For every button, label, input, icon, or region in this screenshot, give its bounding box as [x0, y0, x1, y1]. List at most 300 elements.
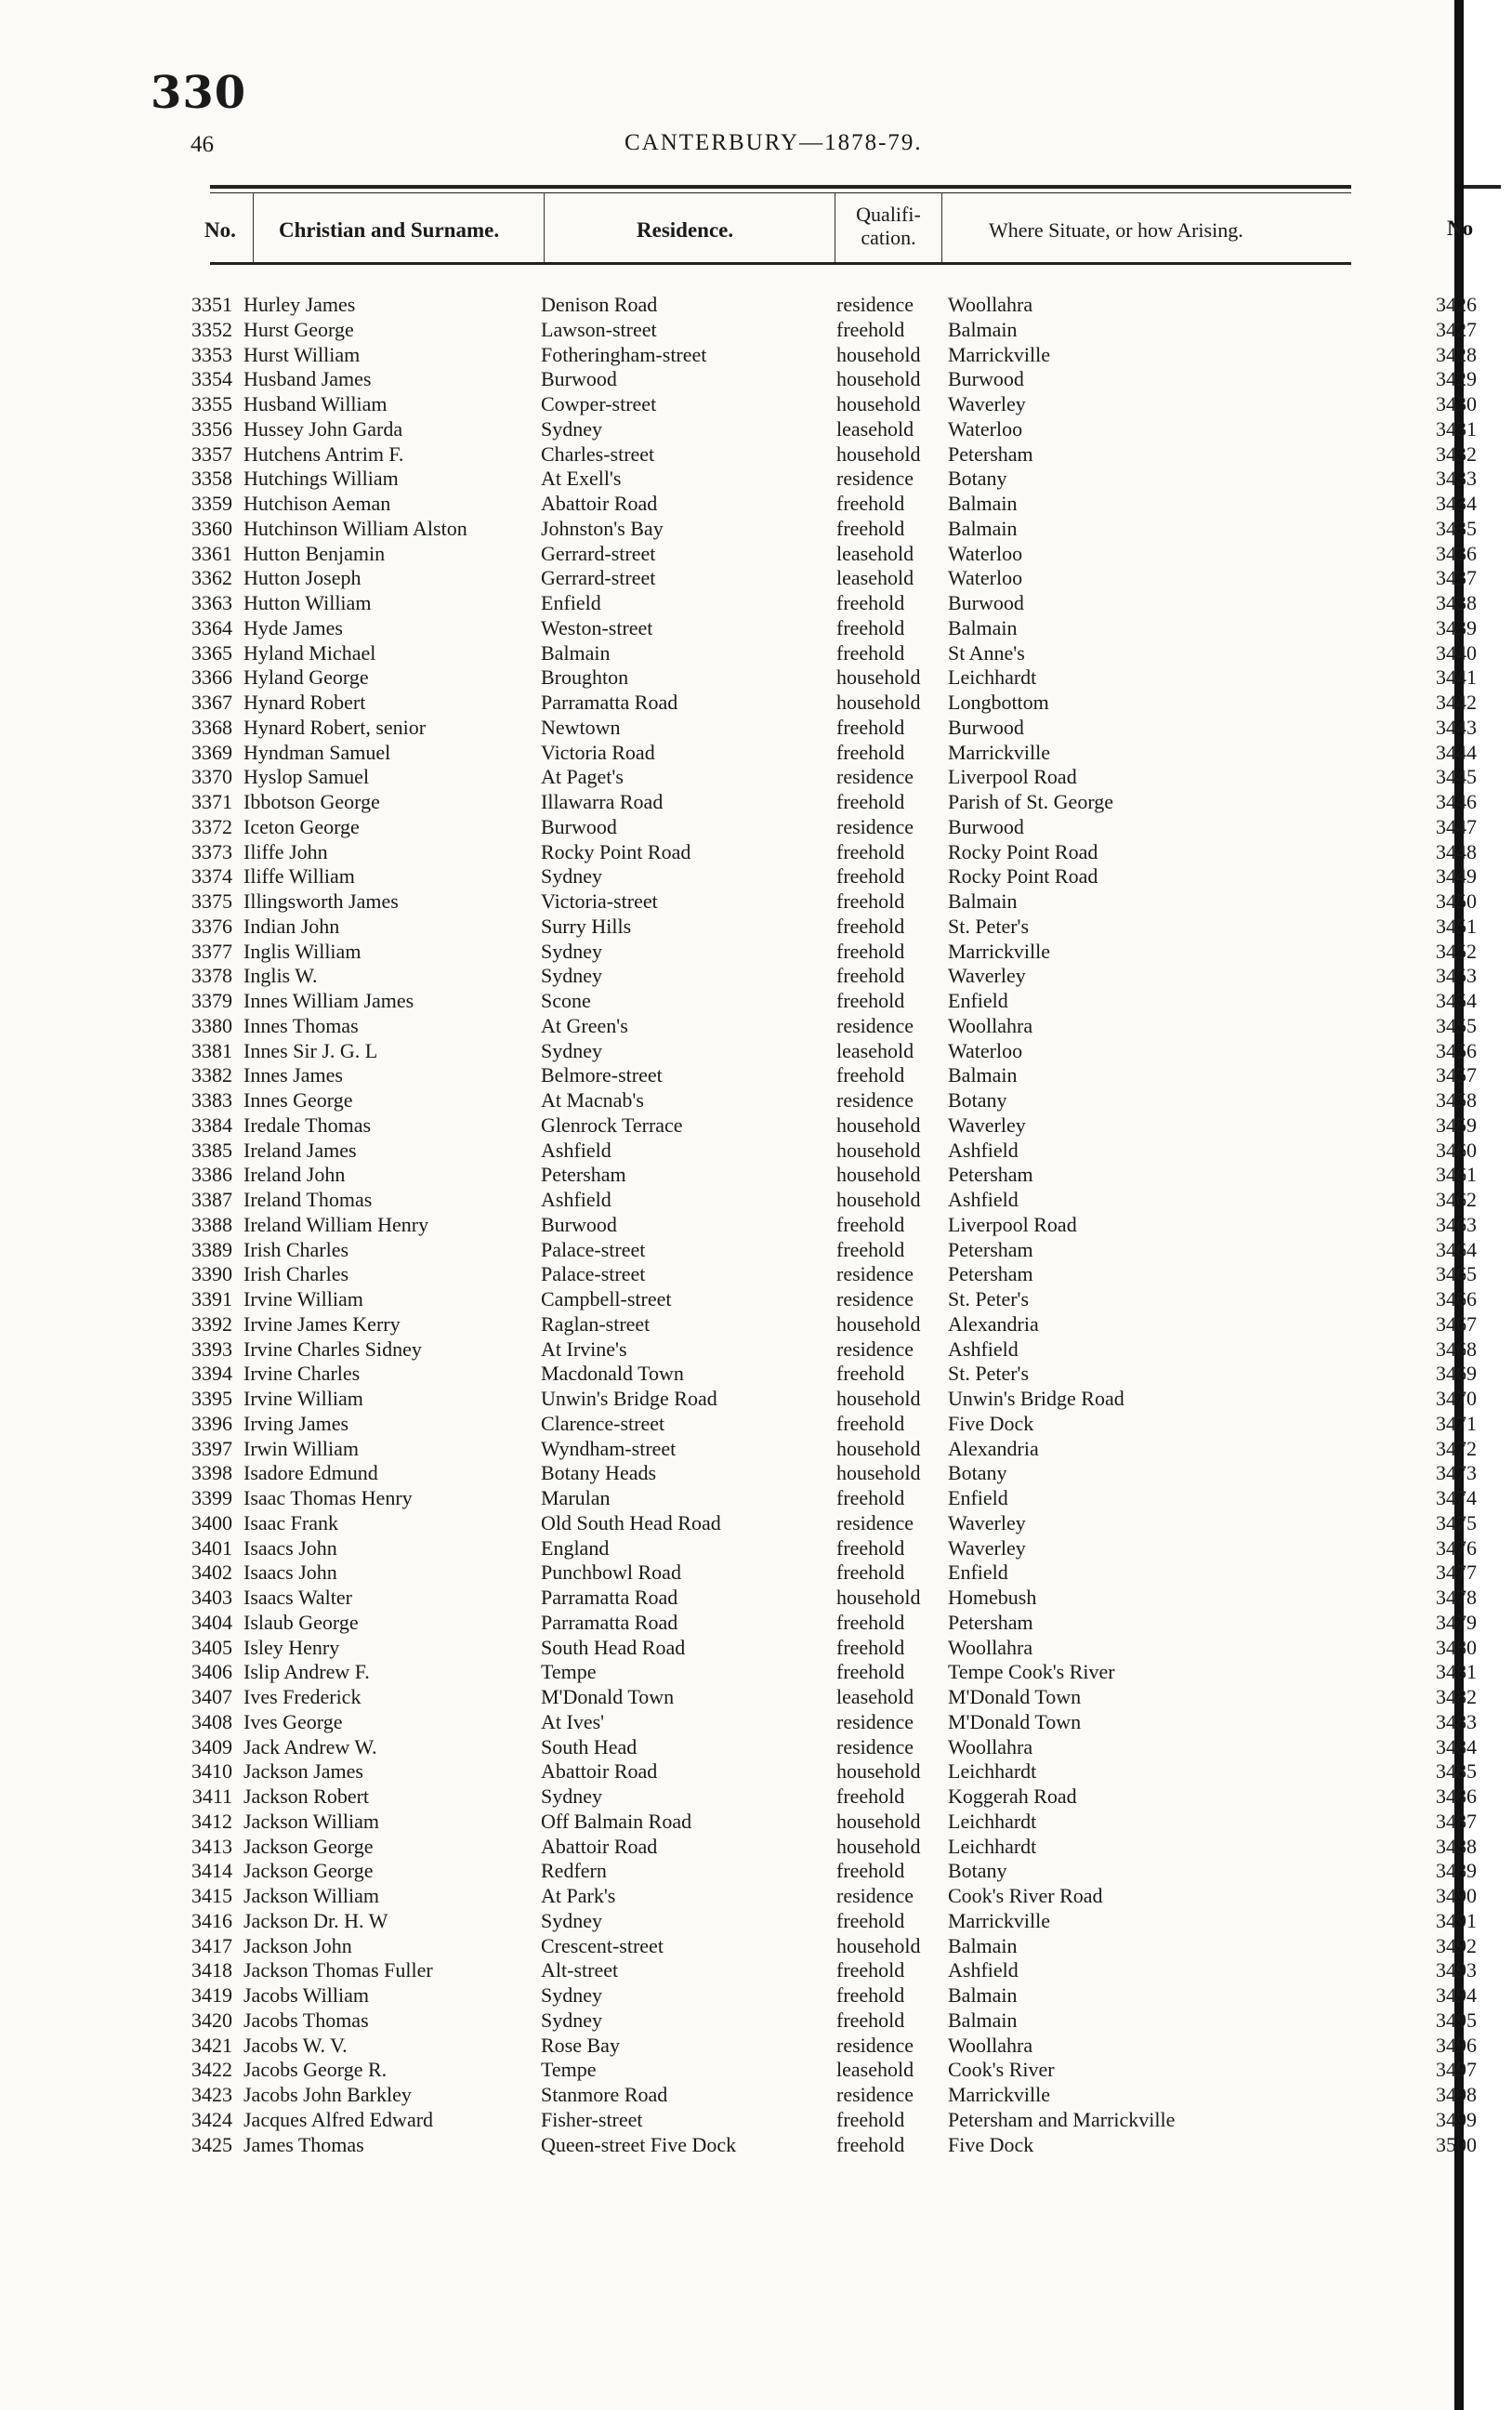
elector-qualification: freehold: [836, 1535, 905, 1560]
elector-number: 3405: [191, 1635, 232, 1659]
elector-number: 3412: [191, 1809, 232, 1833]
elector-name: Jackson James: [243, 1759, 363, 1784]
table-row: [0, 1909, 1450, 1934]
elector-name: Isaac Thomas Henry: [243, 1486, 413, 1509]
elector-where-situate: Koggerah Road: [948, 1784, 1077, 1808]
next-column-number: 3477: [1436, 1561, 1477, 1585]
next-column-number: 3447: [1436, 814, 1477, 838]
table-row: [0, 1611, 1450, 1636]
elector-qualification: residence: [836, 293, 914, 316]
next-column-row: [1436, 1287, 1477, 1312]
elector-where-situate: Balmain: [948, 317, 1018, 341]
elector-number: 3362: [191, 566, 232, 590]
elector-where-situate: Ashfield: [948, 1188, 1019, 1211]
next-column-row: [1436, 1461, 1477, 1486]
elector-residence: Parramatta Road: [541, 1610, 678, 1634]
next-column-number: 3458: [1436, 1088, 1477, 1112]
table-row: [0, 442, 1450, 468]
elector-name: Ives Frederick: [243, 1685, 362, 1708]
elector-where-situate: Balmain: [948, 1983, 1018, 2007]
table-row: [0, 591, 1450, 616]
column-divider: [544, 192, 545, 262]
header-name: Christian and Surname.: [279, 218, 500, 242]
elector-qualification: freehold: [836, 715, 905, 739]
next-column-number: 3442: [1436, 691, 1477, 714]
elector-qualification: leasehold: [836, 541, 914, 565]
elector-residence: Stanmore Road: [541, 2083, 668, 2106]
next-column-number: 3457: [1436, 1063, 1477, 1087]
elector-qualification: household: [836, 1586, 921, 1609]
elector-name: Hurley James: [243, 293, 356, 316]
next-column-row: [1436, 392, 1477, 417]
elector-number: 3373: [191, 839, 232, 863]
table-row: [0, 1835, 1450, 1860]
header-rule-top: [210, 185, 1351, 189]
table-row: [0, 392, 1450, 417]
elector-name: Jacobs Thomas: [243, 2008, 369, 2032]
elector-where-situate: Balmain: [948, 889, 1018, 913]
elector-number: 3401: [191, 1535, 232, 1560]
elector-where-situate: Burwood: [948, 591, 1024, 614]
elector-residence: Parramatta Road: [541, 691, 678, 714]
next-column-row: [1436, 367, 1477, 392]
next-column-number: 3468: [1436, 1337, 1477, 1361]
next-column-row: [1436, 2058, 1477, 2083]
elector-number: 3424: [191, 2107, 232, 2131]
elector-number: 3361: [191, 541, 232, 565]
elector-number: 3386: [191, 1163, 232, 1187]
elector-name: Ireland John: [243, 1163, 346, 1187]
elector-qualification: residence: [836, 1884, 914, 1907]
elector-residence: At Green's: [541, 1013, 628, 1037]
elector-residence: Sydney: [541, 416, 602, 441]
register-table: [0, 293, 1450, 2157]
elector-qualification: residence: [836, 1262, 914, 1286]
elector-name: Irvine William: [243, 1387, 363, 1410]
elector-number: 3352: [191, 317, 232, 341]
table-row: [0, 765, 1450, 790]
next-column-rule: [1464, 185, 1501, 189]
elector-where-situate: Burwood: [948, 814, 1024, 838]
elector-where-situate: Unwin's Bridge Road: [948, 1387, 1124, 1410]
table-row: [0, 2034, 1450, 2059]
next-column-number: 3461: [1436, 1163, 1477, 1187]
table-row: [0, 1387, 1450, 1412]
elector-where-situate: Cook's River Road: [948, 1884, 1103, 1907]
elector-residence: Parramatta Road: [541, 1586, 678, 1609]
next-column-row: [1436, 615, 1477, 641]
next-column-row: [1436, 1188, 1477, 1213]
next-column-row: [1436, 2033, 1477, 2059]
table-row: [0, 989, 1450, 1014]
next-column-row: [1436, 1908, 1477, 1934]
elector-qualification: freehold: [836, 1212, 905, 1236]
elector-where-situate: Balmain: [948, 516, 1018, 540]
elector-qualification: household: [836, 1113, 921, 1137]
elector-residence: Off Balmain Road: [541, 1809, 692, 1833]
next-column-number: 3446: [1436, 790, 1477, 813]
elector-number: 3403: [191, 1586, 232, 1609]
elector-residence: Sydney: [541, 1983, 602, 2007]
elector-name: Iceton George: [243, 814, 360, 838]
elector-qualification: freehold: [836, 2008, 905, 2032]
next-column-row: [1436, 1933, 1477, 1959]
next-column-row: [1436, 914, 1477, 940]
elector-residence: Palace-street: [541, 1262, 646, 1286]
elector-name: Hynard Robert, senior: [243, 715, 427, 739]
elector-number: 3388: [191, 1212, 232, 1236]
next-column-number: 3482: [1436, 1685, 1477, 1708]
table-row: [0, 840, 1450, 865]
elector-where-situate: Five Dock: [948, 1411, 1034, 1435]
elector-where-situate: Woollahra: [948, 2033, 1033, 2057]
table-row: [0, 641, 1450, 666]
elector-qualification: freehold: [836, 889, 905, 913]
next-column-row: [1436, 591, 1477, 616]
elector-residence: England: [541, 1535, 610, 1560]
handwritten-page-number: 330: [151, 67, 247, 119]
elector-number: 3421: [191, 2033, 232, 2057]
next-column-row: [1436, 1411, 1477, 1437]
elector-name: Irvine Charles: [243, 1362, 361, 1386]
next-column-number: 3488: [1436, 1834, 1477, 1858]
next-column-row: [1436, 1163, 1477, 1188]
elector-qualification: freehold: [836, 1411, 905, 1435]
next-column-row: [1436, 516, 1477, 542]
elector-name: Hyslop Samuel: [243, 765, 370, 789]
next-column-row: [1436, 566, 1477, 591]
next-column-row: [1436, 2083, 1477, 2108]
elector-residence: Macdonald Town: [541, 1362, 684, 1386]
next-column-row: [1436, 1387, 1477, 1412]
next-column-row: [1436, 939, 1477, 965]
next-column-number: 3451: [1436, 914, 1477, 938]
elector-number: 3365: [191, 640, 232, 665]
elector-residence: Fisher-street: [541, 2107, 643, 2131]
table-row: [0, 1486, 1450, 1511]
elector-number: 3372: [191, 814, 232, 838]
elector-number: 3384: [191, 1113, 232, 1137]
elector-name: Hurst George: [243, 317, 354, 341]
elector-number: 3423: [191, 2083, 232, 2106]
next-column-number: 3439: [1436, 615, 1477, 639]
table-row: [0, 318, 1450, 343]
elector-where-situate: Marrickville: [948, 342, 1050, 366]
elector-name: Irish Charles: [243, 1237, 349, 1261]
elector-qualification: residence: [836, 467, 914, 491]
elector-where-situate: Balmain: [948, 2008, 1018, 2032]
elector-where-situate: Alexandria: [948, 1311, 1039, 1336]
next-column-number: 3454: [1436, 989, 1477, 1012]
elector-residence: Punchbowl Road: [541, 1561, 681, 1585]
elector-residence: Lawson-street: [541, 317, 657, 341]
next-column-row: [1436, 1983, 1477, 2008]
elector-where-situate: Enfield: [948, 1486, 1008, 1509]
elector-residence: M'Donald Town: [541, 1685, 675, 1708]
elector-qualification: leasehold: [836, 2058, 914, 2082]
elector-name: Hyland George: [243, 665, 369, 690]
elector-where-situate: Waterloo: [948, 541, 1023, 565]
table-row: [0, 1188, 1450, 1213]
elector-name: Jackson Robert: [243, 1784, 370, 1808]
elector-name: Jacobs John Barkley: [243, 2083, 412, 2106]
elector-number: 3380: [191, 1013, 232, 1037]
elector-number: 3413: [191, 1834, 232, 1858]
elector-number: 3422: [191, 2058, 232, 2082]
elector-qualification: residence: [836, 1709, 914, 1733]
elector-qualification: freehold: [836, 1908, 905, 1932]
elector-name: Hyland Michael: [243, 640, 376, 665]
elector-where-situate: Woollahra: [948, 293, 1033, 316]
next-column-row: [1436, 1685, 1477, 1710]
elector-number: 3374: [191, 864, 232, 889]
table-row: [0, 864, 1450, 889]
elector-qualification: household: [836, 1436, 921, 1460]
next-column-number: 3472: [1436, 1436, 1477, 1460]
header-qualification: Qualifi- cation.: [856, 203, 921, 249]
elector-number: 3378: [191, 964, 232, 988]
elector-number: 3425: [191, 2132, 232, 2156]
next-column-row: [1436, 1063, 1477, 1088]
elector-qualification: freehold: [836, 317, 905, 341]
elector-where-situate: Leichhardt: [948, 1834, 1037, 1858]
elector-number: 3387: [191, 1188, 232, 1211]
elector-name: Hussey John Garda: [243, 416, 403, 441]
table-row: [0, 2108, 1450, 2133]
elector-residence: Alt-street: [541, 1958, 619, 1982]
elector-name: Illingsworth James: [243, 889, 399, 913]
elector-where-situate: Balmain: [948, 1063, 1018, 1087]
elector-name: Indian John: [243, 914, 340, 938]
elector-residence: Abattoir Road: [541, 1759, 658, 1784]
elector-residence: Balmain: [541, 640, 611, 665]
elector-residence: Gerrard-street: [541, 566, 656, 590]
elector-number: 3383: [191, 1088, 232, 1112]
table-row: [0, 1362, 1450, 1387]
next-column-number: 3432: [1436, 441, 1477, 466]
elector-where-situate: Longbottom: [948, 691, 1049, 714]
next-column-number: 3495: [1436, 2008, 1477, 2032]
next-column-row: [1436, 467, 1477, 492]
elector-residence: Ashfield: [541, 1138, 611, 1162]
next-column-number: 3426: [1436, 293, 1477, 316]
next-column-number: 3486: [1436, 1784, 1477, 1808]
elector-number: 3391: [191, 1287, 232, 1310]
elector-name: Jacobs W. V.: [243, 2033, 348, 2057]
elector-name: Jackson John: [243, 1933, 352, 1957]
elector-where-situate: M'Donald Town: [948, 1685, 1082, 1708]
elector-residence: Marulan: [541, 1486, 611, 1509]
elector-where-situate: Waverley: [948, 1113, 1026, 1137]
table-row: [0, 492, 1450, 517]
column-divider: [253, 192, 254, 262]
elector-name: Ireland Thomas: [243, 1188, 373, 1211]
next-column-number: 3480: [1436, 1635, 1477, 1659]
elector-where-situate: Waverley: [948, 1535, 1026, 1560]
next-column-number: 3431: [1436, 416, 1477, 441]
elector-number: 3408: [191, 1709, 232, 1733]
next-column-number: 3490: [1436, 1884, 1477, 1907]
next-column-row: [1436, 1486, 1477, 1511]
elector-residence: Burwood: [541, 814, 617, 838]
elector-qualification: freehold: [836, 2132, 905, 2156]
table-row: [0, 1113, 1450, 1139]
next-column-row: [1436, 765, 1477, 790]
next-column-number: 3453: [1436, 964, 1477, 988]
next-column-number: 3441: [1436, 665, 1477, 690]
elector-name: Isaacs John: [243, 1561, 337, 1585]
elector-name: Hutton William: [243, 591, 372, 614]
table-row: [0, 293, 1450, 318]
elector-residence: Burwood: [541, 1212, 617, 1236]
elector-name: Hutchinson William Alston: [243, 516, 467, 540]
elector-name: Hutchison Aeman: [243, 492, 391, 515]
table-row: [0, 1039, 1450, 1064]
elector-name: Hutton Joseph: [243, 566, 362, 590]
elector-where-situate: Woollahra: [948, 1635, 1033, 1659]
elector-where-situate: Tempe Cook's River: [948, 1660, 1115, 1684]
elector-name: Jackson George: [243, 1859, 374, 1883]
elector-where-situate: Marrickville: [948, 939, 1050, 963]
elector-residence: At Paget's: [541, 765, 624, 789]
elector-where-situate: Balmain: [948, 1933, 1018, 1957]
table-row: [0, 1784, 1450, 1810]
next-column-row: [1436, 814, 1477, 840]
running-head: CANTERBURY—1878-79.: [625, 130, 923, 155]
elector-where-situate: Botany: [948, 1859, 1007, 1883]
elector-residence: Tempe: [541, 2058, 597, 2082]
table-row: [0, 1014, 1450, 1039]
elector-name: Hurst William: [243, 342, 361, 366]
elector-residence: Sydney: [541, 939, 602, 963]
elector-where-situate: Rocky Point Road: [948, 864, 1098, 889]
elector-number: 3418: [191, 1958, 232, 1982]
elector-name: Isadore Edmund: [243, 1461, 378, 1485]
elector-number: 3351: [191, 293, 232, 316]
elector-number: 3385: [191, 1138, 232, 1162]
elector-residence: South Head: [541, 1734, 638, 1758]
elector-number: 3416: [191, 1908, 232, 1932]
elector-residence: Fotheringham-street: [541, 342, 707, 366]
elector-qualification: household: [836, 392, 921, 415]
next-column-number: 3450: [1436, 889, 1477, 913]
elector-where-situate: Waterloo: [948, 1038, 1023, 1062]
elector-qualification: residence: [836, 1287, 914, 1310]
elector-where-situate: St. Peter's: [948, 1287, 1030, 1310]
elector-name: Islaub George: [243, 1610, 359, 1634]
next-column-number: 3496: [1436, 2033, 1477, 2057]
elector-where-situate: Liverpool Road: [948, 1212, 1077, 1236]
elector-qualification: household: [836, 441, 921, 466]
elector-name: Jacques Alfred Edward: [243, 2107, 434, 2131]
next-column-number: 3464: [1436, 1237, 1477, 1261]
next-column-number: 3489: [1436, 1859, 1477, 1883]
elector-where-situate: Enfield: [948, 989, 1008, 1012]
table-row: [0, 1934, 1450, 1959]
elector-number: 3394: [191, 1362, 232, 1386]
next-column-row: [1436, 1237, 1477, 1263]
elector-where-situate: Five Dock: [948, 2132, 1034, 2156]
elector-number: 3376: [191, 914, 232, 938]
elector-qualification: residence: [836, 1510, 914, 1534]
table-row: [0, 566, 1450, 591]
elector-qualification: household: [836, 367, 921, 391]
elector-where-situate: Leichhardt: [948, 1809, 1037, 1833]
next-column-number: 3473: [1436, 1461, 1477, 1485]
next-column-row: [1436, 1337, 1477, 1363]
elector-residence: Broughton: [541, 665, 629, 690]
next-column-number: 3445: [1436, 765, 1477, 789]
next-column-number: 3465: [1436, 1262, 1477, 1286]
next-column-number: 3440: [1436, 640, 1477, 665]
elector-qualification: freehold: [836, 1784, 905, 1808]
elector-residence: Crescent-street: [541, 1933, 664, 1957]
elector-residence: Unwin's Bridge Road: [541, 1387, 717, 1410]
next-column-row: [1436, 1784, 1477, 1810]
elector-where-situate: Marrickville: [948, 2083, 1050, 2106]
elector-qualification: household: [836, 1933, 921, 1957]
table-row: [0, 1139, 1450, 1164]
next-column-row: [1436, 1635, 1477, 1661]
elector-residence: Burwood: [541, 367, 617, 391]
elector-name: Isaac Frank: [243, 1510, 339, 1534]
elector-name: Jackson William: [243, 1884, 379, 1907]
elector-where-situate: Waverley: [948, 964, 1026, 988]
elector-qualification: residence: [836, 2033, 914, 2057]
elector-number: 3358: [191, 467, 232, 491]
next-column-number: 3476: [1436, 1535, 1477, 1560]
table-row: [0, 1412, 1450, 1437]
elector-number: 3368: [191, 715, 232, 739]
elector-qualification: household: [836, 1809, 921, 1833]
elector-number: 3370: [191, 765, 232, 789]
next-column-row: [1436, 1038, 1477, 1064]
next-column-number: 3436: [1436, 541, 1477, 565]
next-column-row: [1436, 342, 1477, 368]
table-row: [0, 1859, 1450, 1884]
elector-qualification: household: [836, 1163, 921, 1187]
elector-qualification: freehold: [836, 492, 905, 515]
next-column-row: [1436, 2107, 1477, 2133]
elector-number: 3407: [191, 1685, 232, 1708]
elector-residence: Clarence-street: [541, 1411, 665, 1435]
elector-qualification: freehold: [836, 1561, 905, 1585]
elector-number: 3367: [191, 691, 232, 714]
next-column-row: [1436, 1660, 1477, 1685]
elector-qualification: household: [836, 665, 921, 690]
next-column-row: [1436, 2008, 1477, 2034]
next-column-row: [1436, 1436, 1477, 1462]
next-column-row: [1436, 541, 1477, 567]
elector-qualification: freehold: [836, 989, 905, 1012]
elector-where-situate: Ashfield: [948, 1138, 1019, 1162]
elector-qualification: freehold: [836, 914, 905, 938]
elector-number: 3359: [191, 492, 232, 515]
elector-number: 3363: [191, 591, 232, 614]
header-where: Where Situate, or how Arising.: [989, 218, 1243, 242]
next-column-row: [1436, 1958, 1477, 1983]
next-column-number: 3429: [1436, 367, 1477, 391]
next-column-number: 3484: [1436, 1734, 1477, 1758]
table-row: [0, 1511, 1450, 1536]
table-row: [0, 2133, 1450, 2158]
elector-where-situate: Waterloo: [948, 416, 1023, 441]
next-column-row: [1436, 715, 1477, 741]
table-row: [0, 1810, 1450, 1835]
elector-name: Irish Charles: [243, 1262, 349, 1286]
elector-number: 3410: [191, 1759, 232, 1784]
next-column-row: [1436, 1834, 1477, 1860]
